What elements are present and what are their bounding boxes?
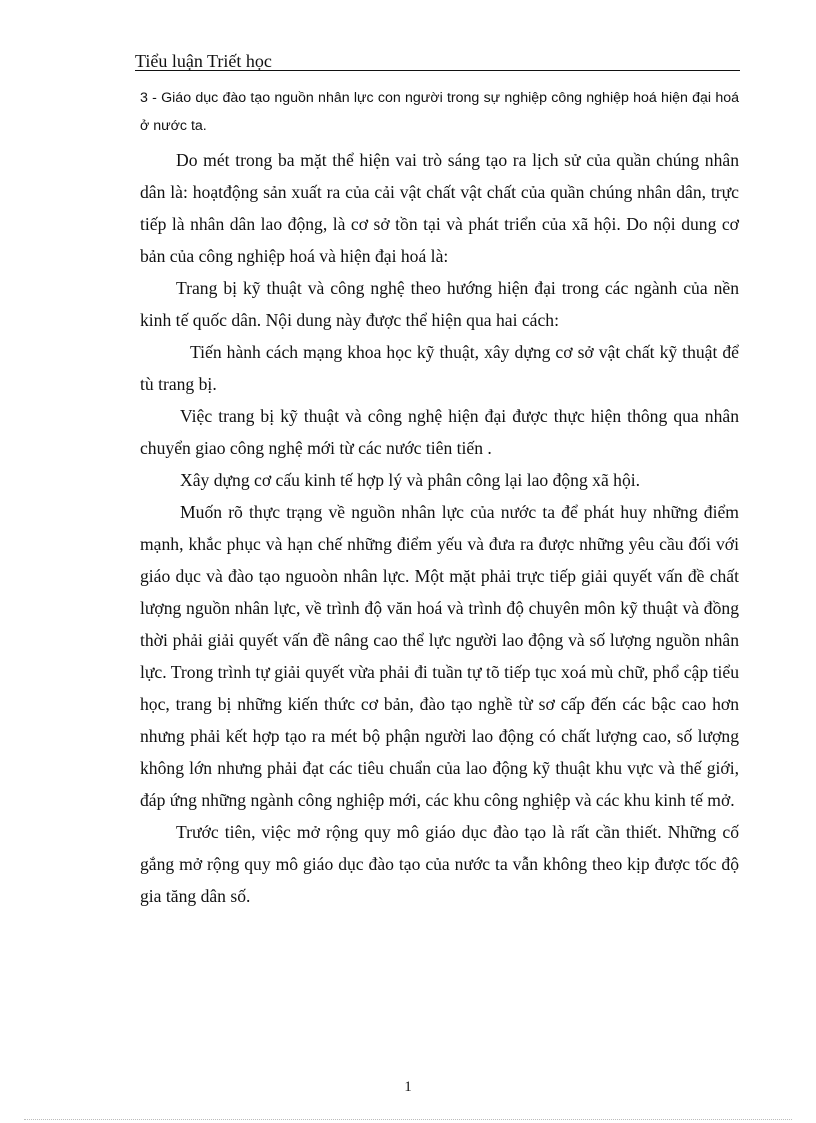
header-divider (135, 70, 740, 71)
paragraph: Việc trang bị kỹ thuật và công nghệ hiện đại được thực hiện thông qua nhân chuyển giao công nghệ mới từ các nước tiên tiến . (140, 406, 739, 458)
document-header-title: Tiểu luận Triết học (135, 51, 272, 71)
paragraph: Do mét trong ba mặt thể hiện vai trò sáng tạo ra lịch sử của quần chúng nhân dân là: hoạtđộng sản xuất ra của cải vật chất vật chất của quần chúng nhân dân, trực tiếp là nhân dân lao động, là cơ sở tồn tại và phát triển của xã hội. Do nội dung cơ bản của công nghiệp hoá và hiện đại hoá là: (140, 150, 739, 266)
page-number: 1 (404, 1079, 412, 1095)
paragraph: Trang bị kỹ thuật và công nghệ theo hướng hiện đại trong các ngành của nền kinh tế quốc dân. Nội dung này được thể hiện qua hai cách: (140, 278, 739, 330)
page-bottom-divider (24, 1119, 792, 1120)
document-body (140, 84, 739, 912)
section-heading: 3 - Giáo dục đào tạo nguồn nhân lực con người trong sự nghiệp công nghiệp hoá hiện đại hoá ở nước ta. (140, 90, 739, 134)
paragraph: Trước tiên, việc mở rộng quy mô giáo dục đào tạo là rất cần thiết. Những cố gắng mở rộng quy mô giáo dục đào tạo của nước ta vẫn không theo kịp được tốc độ gia tăng dân số. (140, 822, 739, 906)
paragraph: Xây dựng cơ cấu kinh tế hợp lý và phân công lại lao động xã hội. (180, 470, 641, 490)
paragraph: Muốn rõ thực trạng về nguồn nhân lực của nước ta để phát huy những điểm mạnh, khắc phục và hạn chế những điểm yếu và đưa ra được những yêu cầu đối với giáo dục và đào tạo nguoòn nhân lực. Một mặt phải trực tiếp giải quyết vấn đề chất lượng nguồn nhân lực, về trình độ văn hoá và trình độ chuyên môn kỹ thuật và đồng thời phải giải quyết vấn đề nâng cao thể lực người lao động và số lượng nguồn nhân lực. Trong trình tự giải quyết vừa phải đi tuần tự tõ tiếp tục xoá mù chữ, phổ cập tiểu học, trang bị những kiến thức cơ bản, đào tạo nghề từ sơ cấp đến các bậc cao hơn nhưng phải kết hợp tạo ra mét bộ phận người lao động có chất lượng cao, số lượng không lớn nhưng phải đạt các tiêu chuẩn của lao động kỹ thuật khu vực và thế giới, đáp ứng những ngành công nghiệp mới, các khu công nghiệp và các khu kinh tế mở. (140, 502, 739, 810)
paragraph: Tiến hành cách mạng khoa học kỹ thuật, xây dựng cơ sở vật chất kỹ thuật để tù trang bị. (140, 342, 739, 394)
